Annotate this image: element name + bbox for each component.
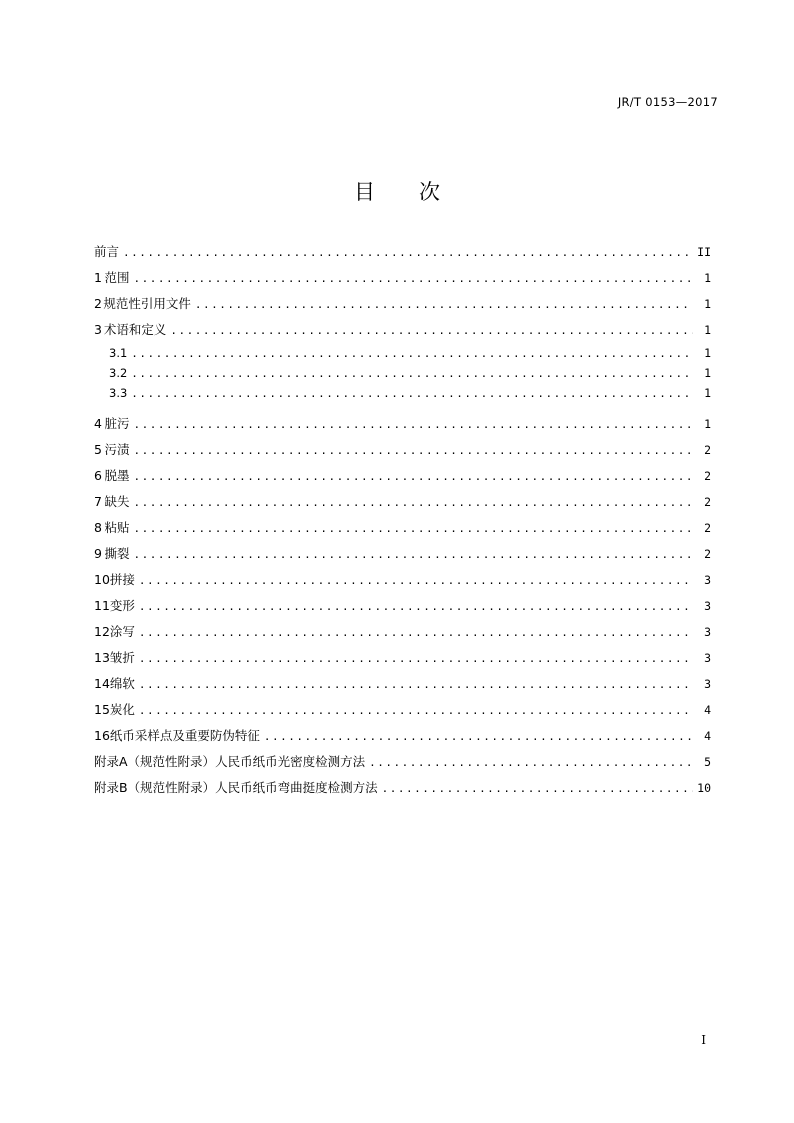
- toc-leader-dots: [170, 324, 693, 337]
- toc-entry-number: 7: [94, 494, 102, 509]
- toc-entry-label: 涂写: [109, 624, 135, 639]
- toc-entry[interactable]: [94, 268, 711, 286]
- toc-leader-dots: [134, 496, 693, 509]
- standard-code: JR/T 0153—2017: [617, 95, 718, 109]
- toc-leader-dots: [139, 574, 693, 587]
- toc-entry-number: 2: [94, 296, 102, 311]
- toc-entry-page: 1: [704, 297, 711, 311]
- toc-entry-page: 3: [704, 599, 711, 613]
- toc-entry-number: 3.3: [109, 386, 128, 400]
- toc-entry-label: 前言: [94, 244, 120, 259]
- toc-entry-number: 12: [94, 624, 110, 639]
- toc-entry[interactable]: [94, 518, 711, 536]
- toc-entry-label: 规范性引用文件: [103, 296, 191, 311]
- toc-entry-label: 变形: [109, 598, 135, 613]
- toc-entry-number: 14: [94, 676, 110, 691]
- toc-entry[interactable]: [94, 596, 711, 614]
- toc-entry-number: 6: [94, 468, 102, 483]
- toc-leader-dots: [139, 600, 693, 613]
- toc-entry-label: 范围: [104, 270, 130, 285]
- title-char-1: 目: [354, 180, 375, 204]
- toc-leader-dots: [139, 704, 693, 717]
- toc-entry-label: 人民币纸币光密度检测方法: [215, 754, 366, 769]
- toc-leader-dots: [123, 246, 693, 259]
- toc-entry-label: 污渍: [104, 442, 130, 457]
- toc-entry-label: 脏污: [104, 416, 130, 431]
- toc-entry[interactable]: [94, 700, 711, 718]
- toc-appendix-entry[interactable]: [94, 778, 711, 796]
- toc-entry-number: 5: [94, 442, 102, 457]
- toc-entry[interactable]: [94, 294, 711, 312]
- toc-entry-page: 2: [704, 521, 711, 535]
- toc-leader-dots: [134, 548, 693, 561]
- toc-entry-number: 11: [94, 598, 110, 613]
- toc-entry-number: 16: [94, 728, 110, 743]
- toc-entry-page: 2: [704, 443, 711, 457]
- toc-entry-page: 4: [704, 703, 711, 717]
- toc-entry-page: 1: [704, 366, 711, 380]
- toc-subentry[interactable]: [109, 346, 711, 360]
- toc-subentry[interactable]: [109, 386, 711, 400]
- toc-leader-dots: [134, 418, 693, 431]
- toc-entry-number: 3.1: [109, 346, 128, 360]
- toc-leader-dots: [264, 730, 693, 743]
- toc-entry-page: 3: [704, 677, 711, 691]
- toc-entry[interactable]: [94, 466, 711, 484]
- toc-entry-number: 15: [94, 702, 110, 717]
- toc-entry-label: 人民币纸币弯曲挺度检测方法: [215, 780, 378, 795]
- toc-entry-number: 13: [94, 650, 110, 665]
- toc-entry[interactable]: [94, 242, 711, 260]
- toc-entry[interactable]: [94, 570, 711, 588]
- toc-leader-dots: [134, 522, 693, 535]
- toc-entry-page: 1: [704, 323, 711, 337]
- toc-entry-label: 皱折: [109, 650, 135, 665]
- toc-entry[interactable]: [94, 726, 711, 744]
- toc-entry-label: 拼接: [109, 572, 135, 587]
- toc-entry-page: 2: [704, 495, 711, 509]
- page-number: I: [701, 1033, 706, 1047]
- toc-entry-page: 1: [704, 386, 711, 400]
- toc-leader-dots: [382, 782, 693, 795]
- toc-entry[interactable]: [94, 414, 711, 432]
- toc-entry-number: 9: [94, 546, 102, 561]
- toc-entry-page: 2: [704, 547, 711, 561]
- toc-leader-dots: [139, 626, 693, 639]
- toc-entry-number: 4: [94, 416, 102, 431]
- title-char-2: 次: [419, 180, 440, 204]
- toc-entry-number: 3.2: [109, 366, 128, 380]
- toc-entry-number: 10: [94, 572, 110, 587]
- toc-entry-label: 粘贴: [104, 520, 130, 535]
- toc-leader-dots: [139, 678, 693, 691]
- toc-entry-number: 8: [94, 520, 102, 535]
- toc-leader-dots: [131, 367, 693, 380]
- toc-entry[interactable]: [94, 440, 711, 458]
- toc-entry-number: 附录A（规范性附录）: [94, 754, 216, 769]
- toc-leader-dots: [131, 347, 693, 360]
- toc-leader-dots: [369, 756, 693, 769]
- toc-leader-dots: [134, 444, 693, 457]
- toc-entry-label: 撕裂: [104, 546, 130, 561]
- toc-leader-dots: [131, 387, 693, 400]
- toc-entry-page: II: [697, 245, 711, 259]
- toc-entry-page: 1: [704, 417, 711, 431]
- toc-entry-label: 炭化: [109, 702, 135, 717]
- toc-leader-dots: [195, 298, 693, 311]
- toc-entry-page: 3: [704, 625, 711, 639]
- toc-entry[interactable]: [94, 622, 711, 640]
- toc-leader-dots: [139, 652, 693, 665]
- toc-leader-dots: [134, 470, 693, 483]
- toc-entry[interactable]: [94, 320, 711, 338]
- page-title: [0, 176, 794, 206]
- toc-entry[interactable]: [94, 544, 711, 562]
- toc-entry-page: 1: [704, 346, 711, 360]
- toc-entry-label: 纸币采样点及重要防伪特征: [109, 728, 260, 743]
- toc-entry-page: 5: [704, 755, 711, 769]
- toc-subentry[interactable]: [109, 366, 711, 380]
- toc-entry-number: 附录B（规范性附录）: [94, 780, 216, 795]
- toc-entry-label: 脱墨: [104, 468, 130, 483]
- toc-entry-page: 4: [704, 729, 711, 743]
- toc-entry-label: 术语和定义: [103, 322, 167, 337]
- toc-entry[interactable]: [94, 492, 711, 510]
- toc-entry-page: 1: [704, 271, 711, 285]
- toc-entry[interactable]: [94, 674, 711, 692]
- toc-entry[interactable]: [94, 648, 711, 666]
- toc-entry-number: 1: [94, 270, 102, 285]
- toc-entry-label: 绵软: [109, 676, 135, 691]
- toc-entry-page: 3: [704, 573, 711, 587]
- toc-entry-label: 缺失: [104, 494, 130, 509]
- toc-entry-page: 10: [697, 781, 711, 795]
- toc-entry-number: 3: [94, 322, 102, 337]
- toc-leader-dots: [134, 272, 693, 285]
- toc-entry-page: 3: [704, 651, 711, 665]
- toc-appendix-entry[interactable]: [94, 752, 711, 770]
- toc-entry-page: 2: [704, 469, 711, 483]
